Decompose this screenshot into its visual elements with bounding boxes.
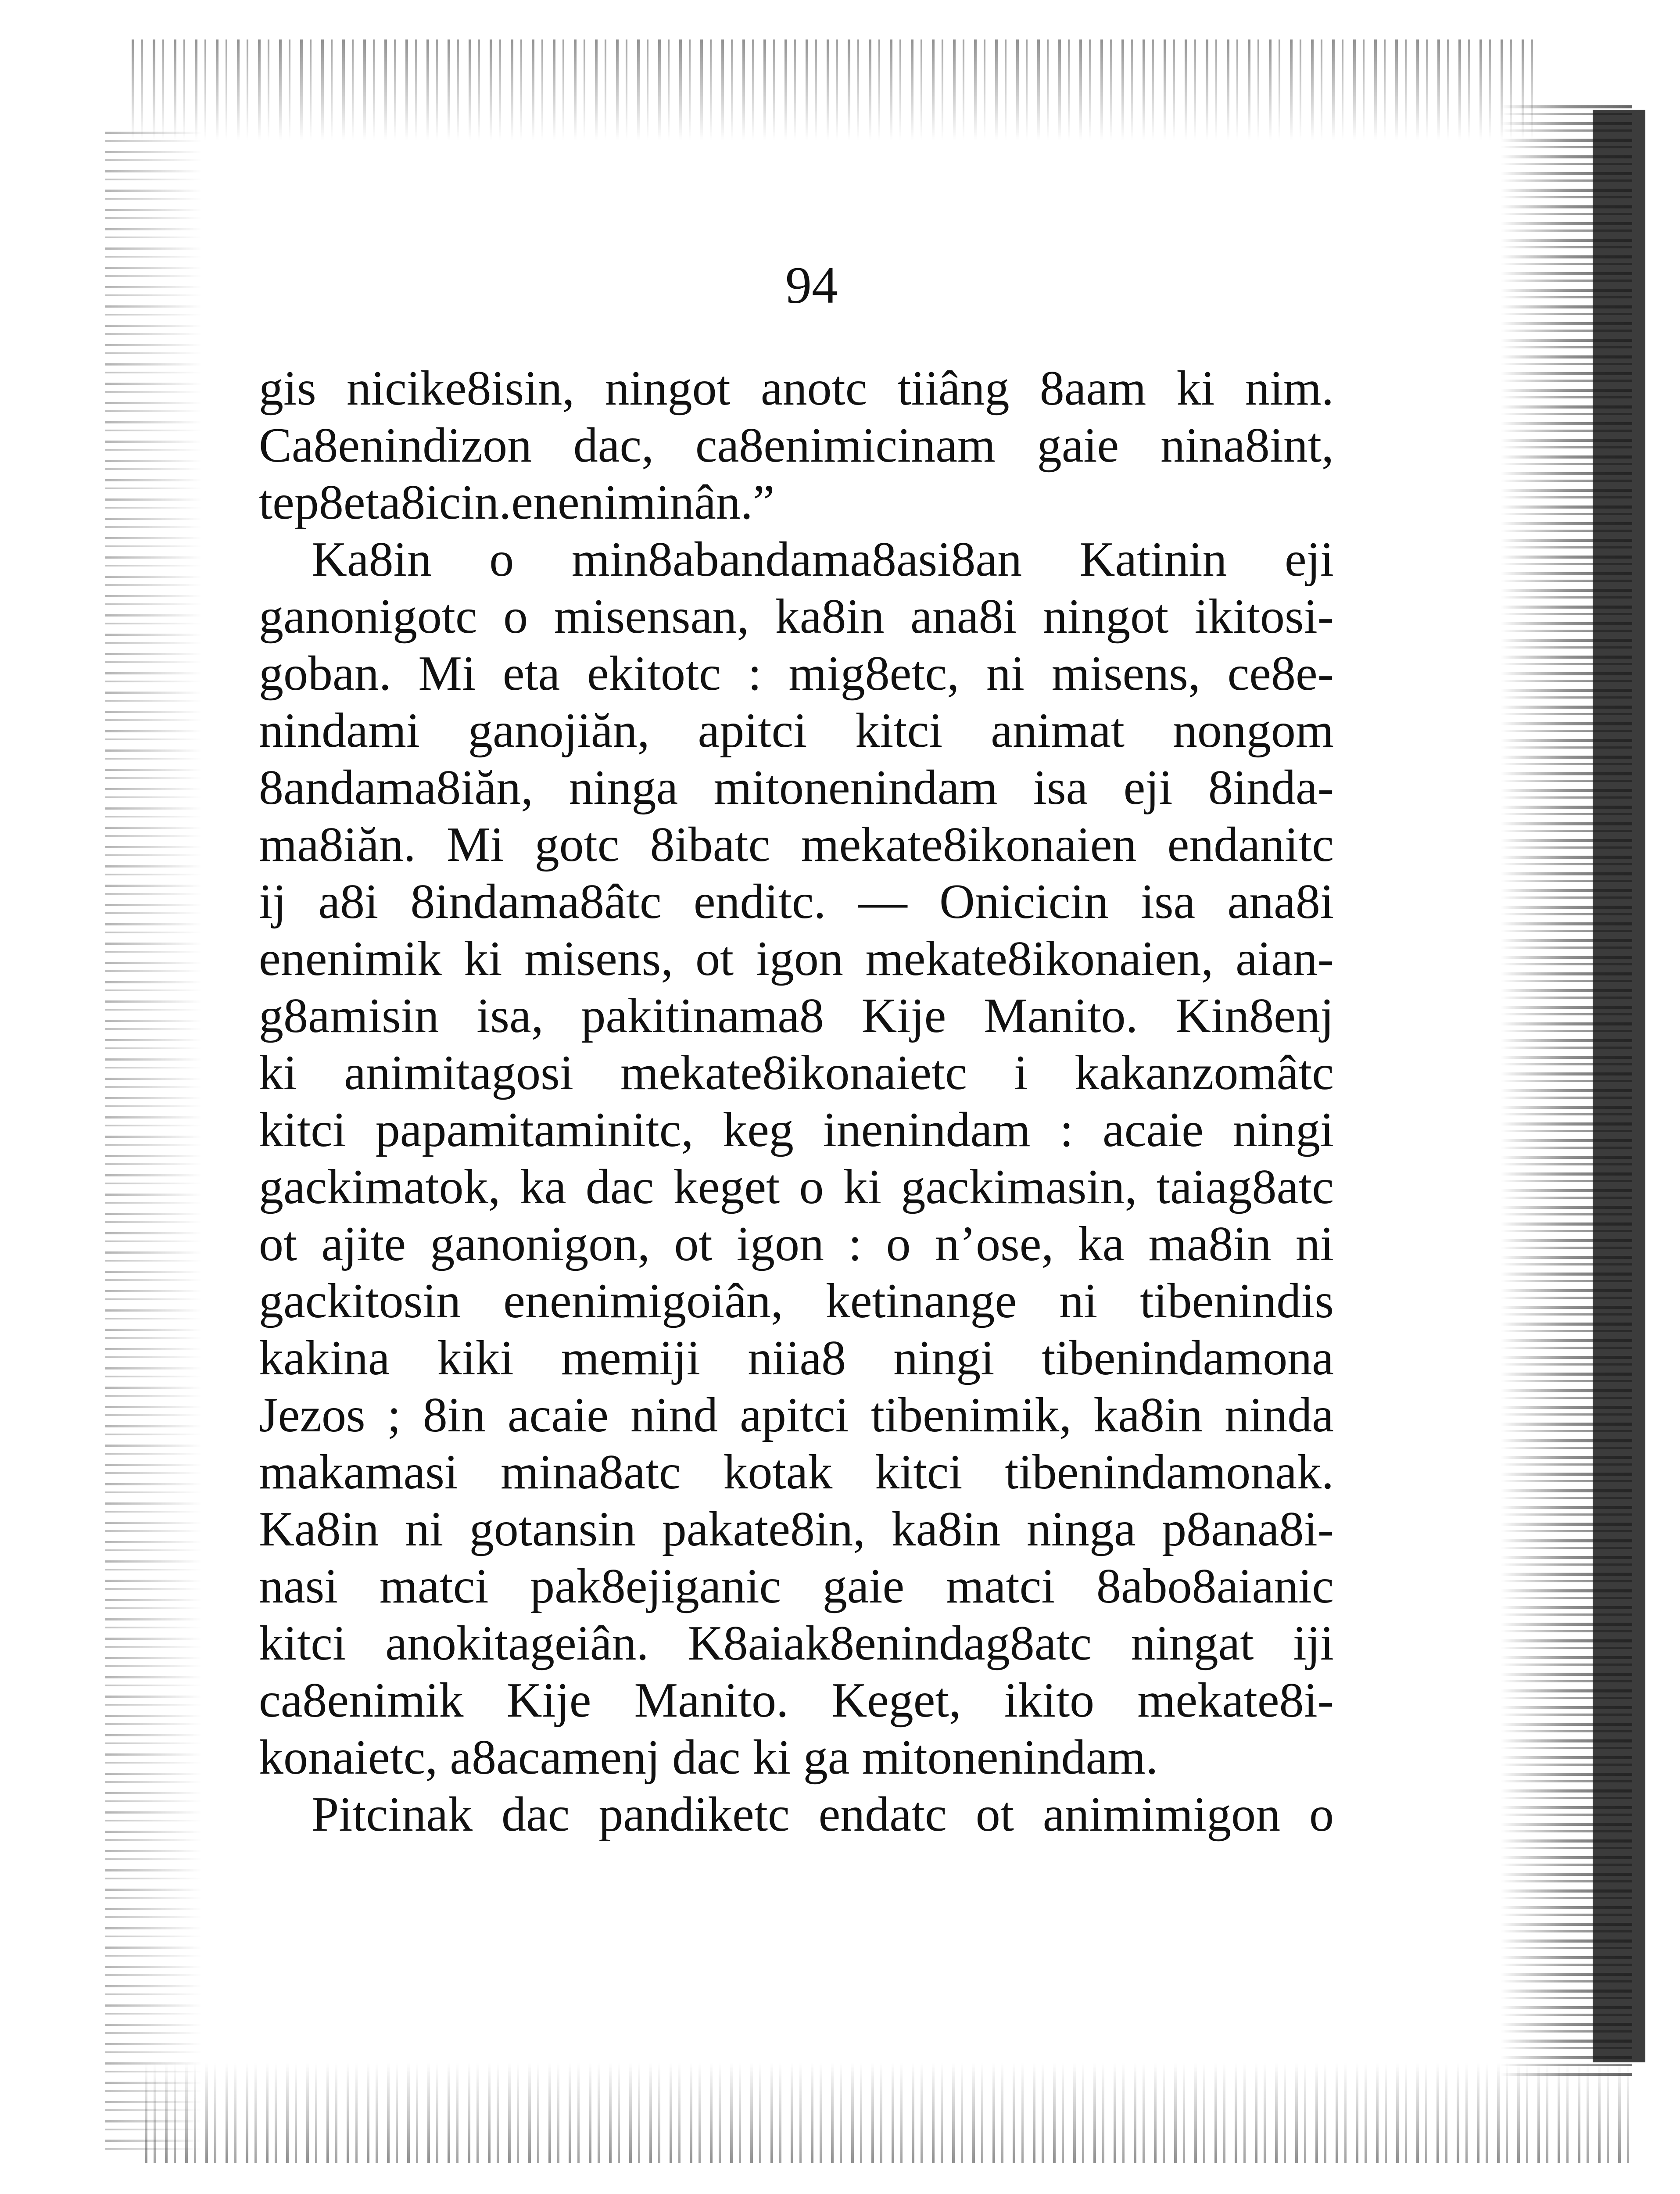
text-line: goban. Mi eta ekitotc : mig8etc, ni misens, ce8e- (259, 646, 1334, 701)
text-line: nindami ganojiăn, apitci kitci animat nongom (259, 703, 1334, 758)
scan-edge-right-shadow (1593, 110, 1645, 2062)
scan-edge-left (105, 132, 202, 2150)
text-line: gackimatok, ka dac keget o ki gackimasin, taiag8atc (259, 1160, 1334, 1214)
text-line: ki animitagosi mekate8ikonaietc i kakanzomâtc (259, 1046, 1334, 1100)
text-line: g8amisin isa, pakitinama8 Kije Manito. Kin8enj (259, 989, 1334, 1043)
text-line: kakina kiki memiji niia8 ningi tibenindamona (259, 1331, 1334, 1385)
text-line: 8andama8iăn, ninga mitonenindam isa eji 8inda- (259, 760, 1334, 815)
text-line: gackitosin enenimigoiân, ketinange ni tibenindis (259, 1274, 1334, 1328)
text-line: konaietc, a8acamenj dac ki ga mitonenindam. (259, 1730, 1158, 1785)
text-line: makamasi mina8atc kotak kitci tibenindamonak. (259, 1445, 1334, 1499)
text-line: ij a8i 8indama8âtc enditc. — Onicicin isa ana8i (259, 875, 1334, 929)
text-line: Jezos ; 8in acaie nind apitci tibenimik, ka8in ninda (259, 1388, 1334, 1442)
scan-edge-top (132, 39, 1536, 140)
text-line: Ca8enindizon dac, ca8enimicinam gaie nina8int, (259, 418, 1334, 473)
text-line: gis nicike8isin, ningot anotc tiiâng 8aam ki nim. (259, 361, 1334, 416)
text-line: nasi matci pak8ejiganic gaie matci 8abo8aianic (259, 1559, 1334, 1613)
text-line: ot ajite ganonigon, ot igon : o n’ose, ka ma8in ni (259, 1217, 1334, 1271)
text-line: Ka8in o min8abandama8asi8an Katinin eji (312, 532, 1334, 587)
text-line: ca8enimik Kije Manito. Keget, ikito mekate8i- (259, 1673, 1334, 1728)
text-line: kitci papamitaminitc, keg inenindam : acaie ningi (259, 1103, 1334, 1157)
body-text (259, 360, 1334, 1843)
text-line: ganonigotc o misensan, ka8in ana8i ningot ikitosi- (259, 589, 1334, 644)
text-line: kitci anokitageiân. K8aiak8enindag8atc ningat iji (259, 1616, 1334, 1671)
text-line: Ka8in ni gotansin pakate8in, ka8in ninga p8ana8i- (259, 1502, 1334, 1556)
text-line: enenimik ki misens, ot igon mekate8ikonaien, aian- (259, 932, 1334, 986)
page-number: 94 (785, 256, 838, 314)
text-line: ma8iăn. Mi gotc 8ibatc mekate8ikonaien endanitc (259, 817, 1334, 872)
scan-edge-bottom (145, 2062, 1637, 2163)
text-line: Pitcinak dac pandiketc endatc ot animimigon o (312, 1787, 1334, 1842)
text-line: tep8eta8icin.eneniminân.” (259, 475, 775, 530)
